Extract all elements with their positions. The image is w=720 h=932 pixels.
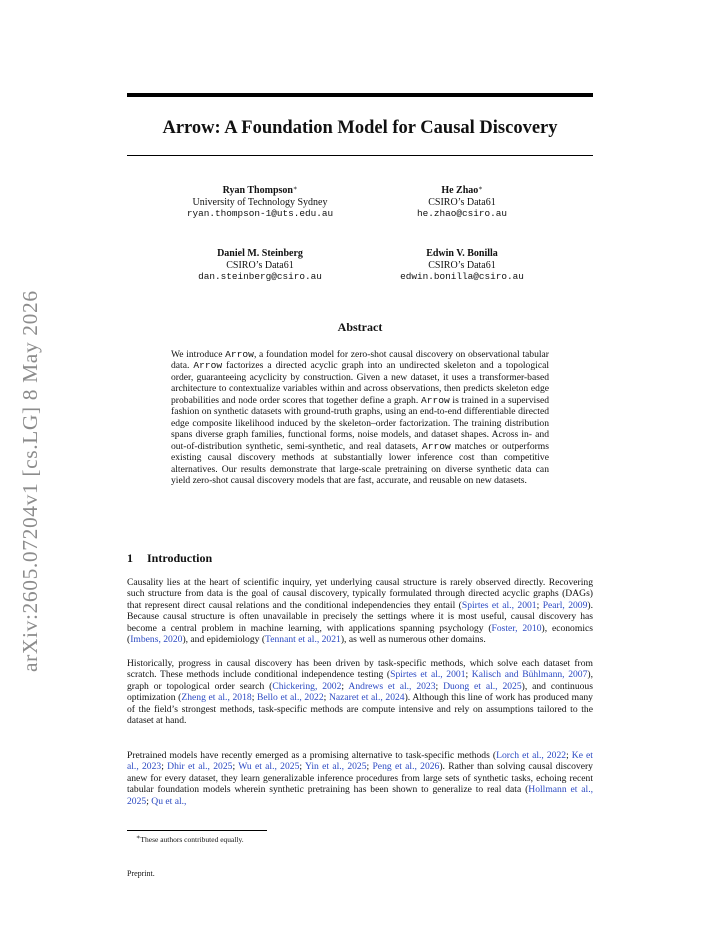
citation-link[interactable]: Qu et al., <box>151 795 187 807</box>
footnote-text: These authors contributed equally. <box>140 835 244 844</box>
author-affiliation: CSIRO’s Data61 <box>428 196 496 208</box>
preprint-label: Preprint. <box>127 869 155 878</box>
section-heading <box>127 551 212 566</box>
paper-title: Arrow: A Foundation Model for Causal Discovery <box>162 118 558 138</box>
author-affiliation: CSIRO’s Data61 <box>428 259 496 271</box>
paragraph: Causality lies at the heart of scientific inquiry, yet underlying causal structure is rarely observed directly. Recovering such structure from data is the goal of causal discovery, typically formulated through directed acyclic graphs (DAGs) that represent direct causal relations and the conditional independencies they entail (Spirtes et al., 2001; Pearl, 2009). Because causal structure is often unavailable in precisely the settings where it is most useful, causal discovery has become a central problem in machine learning, with applications spanning psychology (Foster, 2010), economics (Imbens, 2020), and epidemiology (Tennant et al., 2021), as well as numerous other domains. <box>127 577 593 646</box>
section-title: Introduction <box>147 551 213 565</box>
citation-link[interactable]: Hollmann et al., 2025 <box>127 784 593 807</box>
author-block <box>160 248 360 283</box>
citation-link[interactable]: Chickering, 2002 <box>272 680 342 692</box>
citation-link[interactable]: Lorch et al., 2022 <box>496 750 567 761</box>
paragraph: Historically, progress in causal discovery has been driven by task-specific methods, which solve each dataset from scratch. These methods include conditional independence testing (Spirtes et al., 2001; Kalisch and Bühlmann, 2007), graph or topological order search (Chickering, 2002; Andrews et al., 2023; Duong et al., 2025), and continuous optimization (Zheng et al., 2018; Bello et al., 2022; Nazaret et al., 2024). Although this line of work has produced many of the field’s strongest methods, task-specific methods are compute intensive and rely on assumptions tailored to the dataset at hand. <box>127 658 593 727</box>
citation-link[interactable]: Foster, 2010 <box>491 622 542 634</box>
abstract-body: We introduce Arrow, a foundation model for zero-shot causal discovery on observational tabular data. Arrow factorizes a directed acyclic graph into an undirected skeleton and a topological order, guaranteeing acyclicity by construction. Given a new dataset, it uses a transformer-based architecture to contextualize variables within and across observations, then predicts skeleton edge probabilities and node order scores that together define a graph. Arrow is trained in a supervised fashion on synthetic datasets with ground-truth graphs, using an end-to-end differentiable directed edge composite likelihood induced by the skeleton–order factorization. The training distribution spans diverse graph families, functional forms, noise models, and dataset shapes. Across in- and out-of-distribution synthetic, semi-synthetic, and real datasets, Arrow matches or outperforms existing causal discovery methods at substantially lower inference cost than competitive alternatives. Our results demonstrate that large-scale pretraining on diverse synthetic data can yield zero-shot causal discovery models that are fast, accurate, and reusable on new datasets. <box>171 349 550 486</box>
citation-link[interactable]: Kalisch and Bühlmann, 2007 <box>471 669 588 681</box>
citation-link[interactable]: Wu et al., 2025 <box>238 761 300 773</box>
author-email[interactable]: ryan.thompson-1@uts.edu.au <box>186 208 334 220</box>
author-email[interactable]: edwin.bonilla@csiro.au <box>400 271 524 283</box>
section-number: 1 <box>127 551 133 565</box>
citation-link[interactable]: Peng et al., 2026 <box>372 761 440 773</box>
abstract-heading: Abstract <box>337 320 383 334</box>
citation-link[interactable]: Duong et al., 2025 <box>443 680 522 692</box>
equal-contribution-mark: ∗ <box>478 185 483 192</box>
footnote-mark: ∗ <box>136 834 141 841</box>
author-name: He Zhao <box>441 185 479 196</box>
author-block <box>362 248 562 283</box>
model-name: Arrow <box>193 360 223 372</box>
citation-link[interactable]: Tennant et al., 2021 <box>265 634 341 646</box>
author-name: Ryan Thompson <box>222 185 293 196</box>
equal-contribution-mark: ∗ <box>292 185 298 192</box>
model-name: Arrow <box>225 349 254 360</box>
paragraph: Pretrained models have recently emerged as a promising alternative to task-specific methods (Lorch et al., 2022; Ke et al., 2023; Dhir et al., 2025; Wu et al., 2025; Yin et al., 2025; Peng et al., 2026). Rather than solving causal discovery anew for every dataset, they learn generalizable inference procedures from large sets of synthetic tasks, echoing recent tabular foundation models wherein synthetic pretraining has been shown to generalize to real data (Hollmann et al., 2025; Qu et al., <box>127 750 593 807</box>
citation-link[interactable]: Yin et al., 2025 <box>304 761 367 773</box>
citation-link[interactable]: Ke et al., 2023 <box>127 750 593 773</box>
author-block <box>362 185 562 220</box>
citation-link[interactable]: Dhir et al., 2025 <box>167 761 233 773</box>
author-block <box>160 185 360 220</box>
author-email[interactable]: he.zhao@csiro.au <box>416 208 507 220</box>
citation-link[interactable]: Zheng et al., 2018 <box>181 692 252 704</box>
arxiv-identifier: arXiv:2605.07204v1 [cs.LG] 8 May 2026 <box>18 290 42 672</box>
model-name: Arrow <box>422 440 451 452</box>
citation-link[interactable]: Imbens, 2020 <box>130 634 183 646</box>
author-affiliation: CSIRO’s Data61 <box>226 259 294 271</box>
footnote-rule <box>127 830 267 831</box>
author-affiliation: University of Technology Sydney <box>192 196 328 208</box>
author-email[interactable]: dan.steinberg@csiro.au <box>198 271 322 283</box>
citation-link[interactable]: Andrews et al., 2023 <box>348 680 436 692</box>
citation-link[interactable]: Pearl, 2009 <box>542 599 588 611</box>
citation-link[interactable]: Spirtes et al., 2001 <box>461 599 537 611</box>
citation-link[interactable]: Nazaret et al., 2024 <box>328 692 405 704</box>
title-rule-top <box>127 93 593 97</box>
author-name: Daniel M. Steinberg <box>217 248 303 259</box>
model-name: Arrow <box>420 394 450 406</box>
author-name: Edwin V. Bonilla <box>426 248 498 259</box>
title-rule-bottom <box>127 155 593 156</box>
citation-link[interactable]: Spirtes et al., 2001 <box>390 669 466 681</box>
footnote <box>136 835 244 844</box>
citation-link[interactable]: Bello et al., 2022 <box>257 692 324 704</box>
